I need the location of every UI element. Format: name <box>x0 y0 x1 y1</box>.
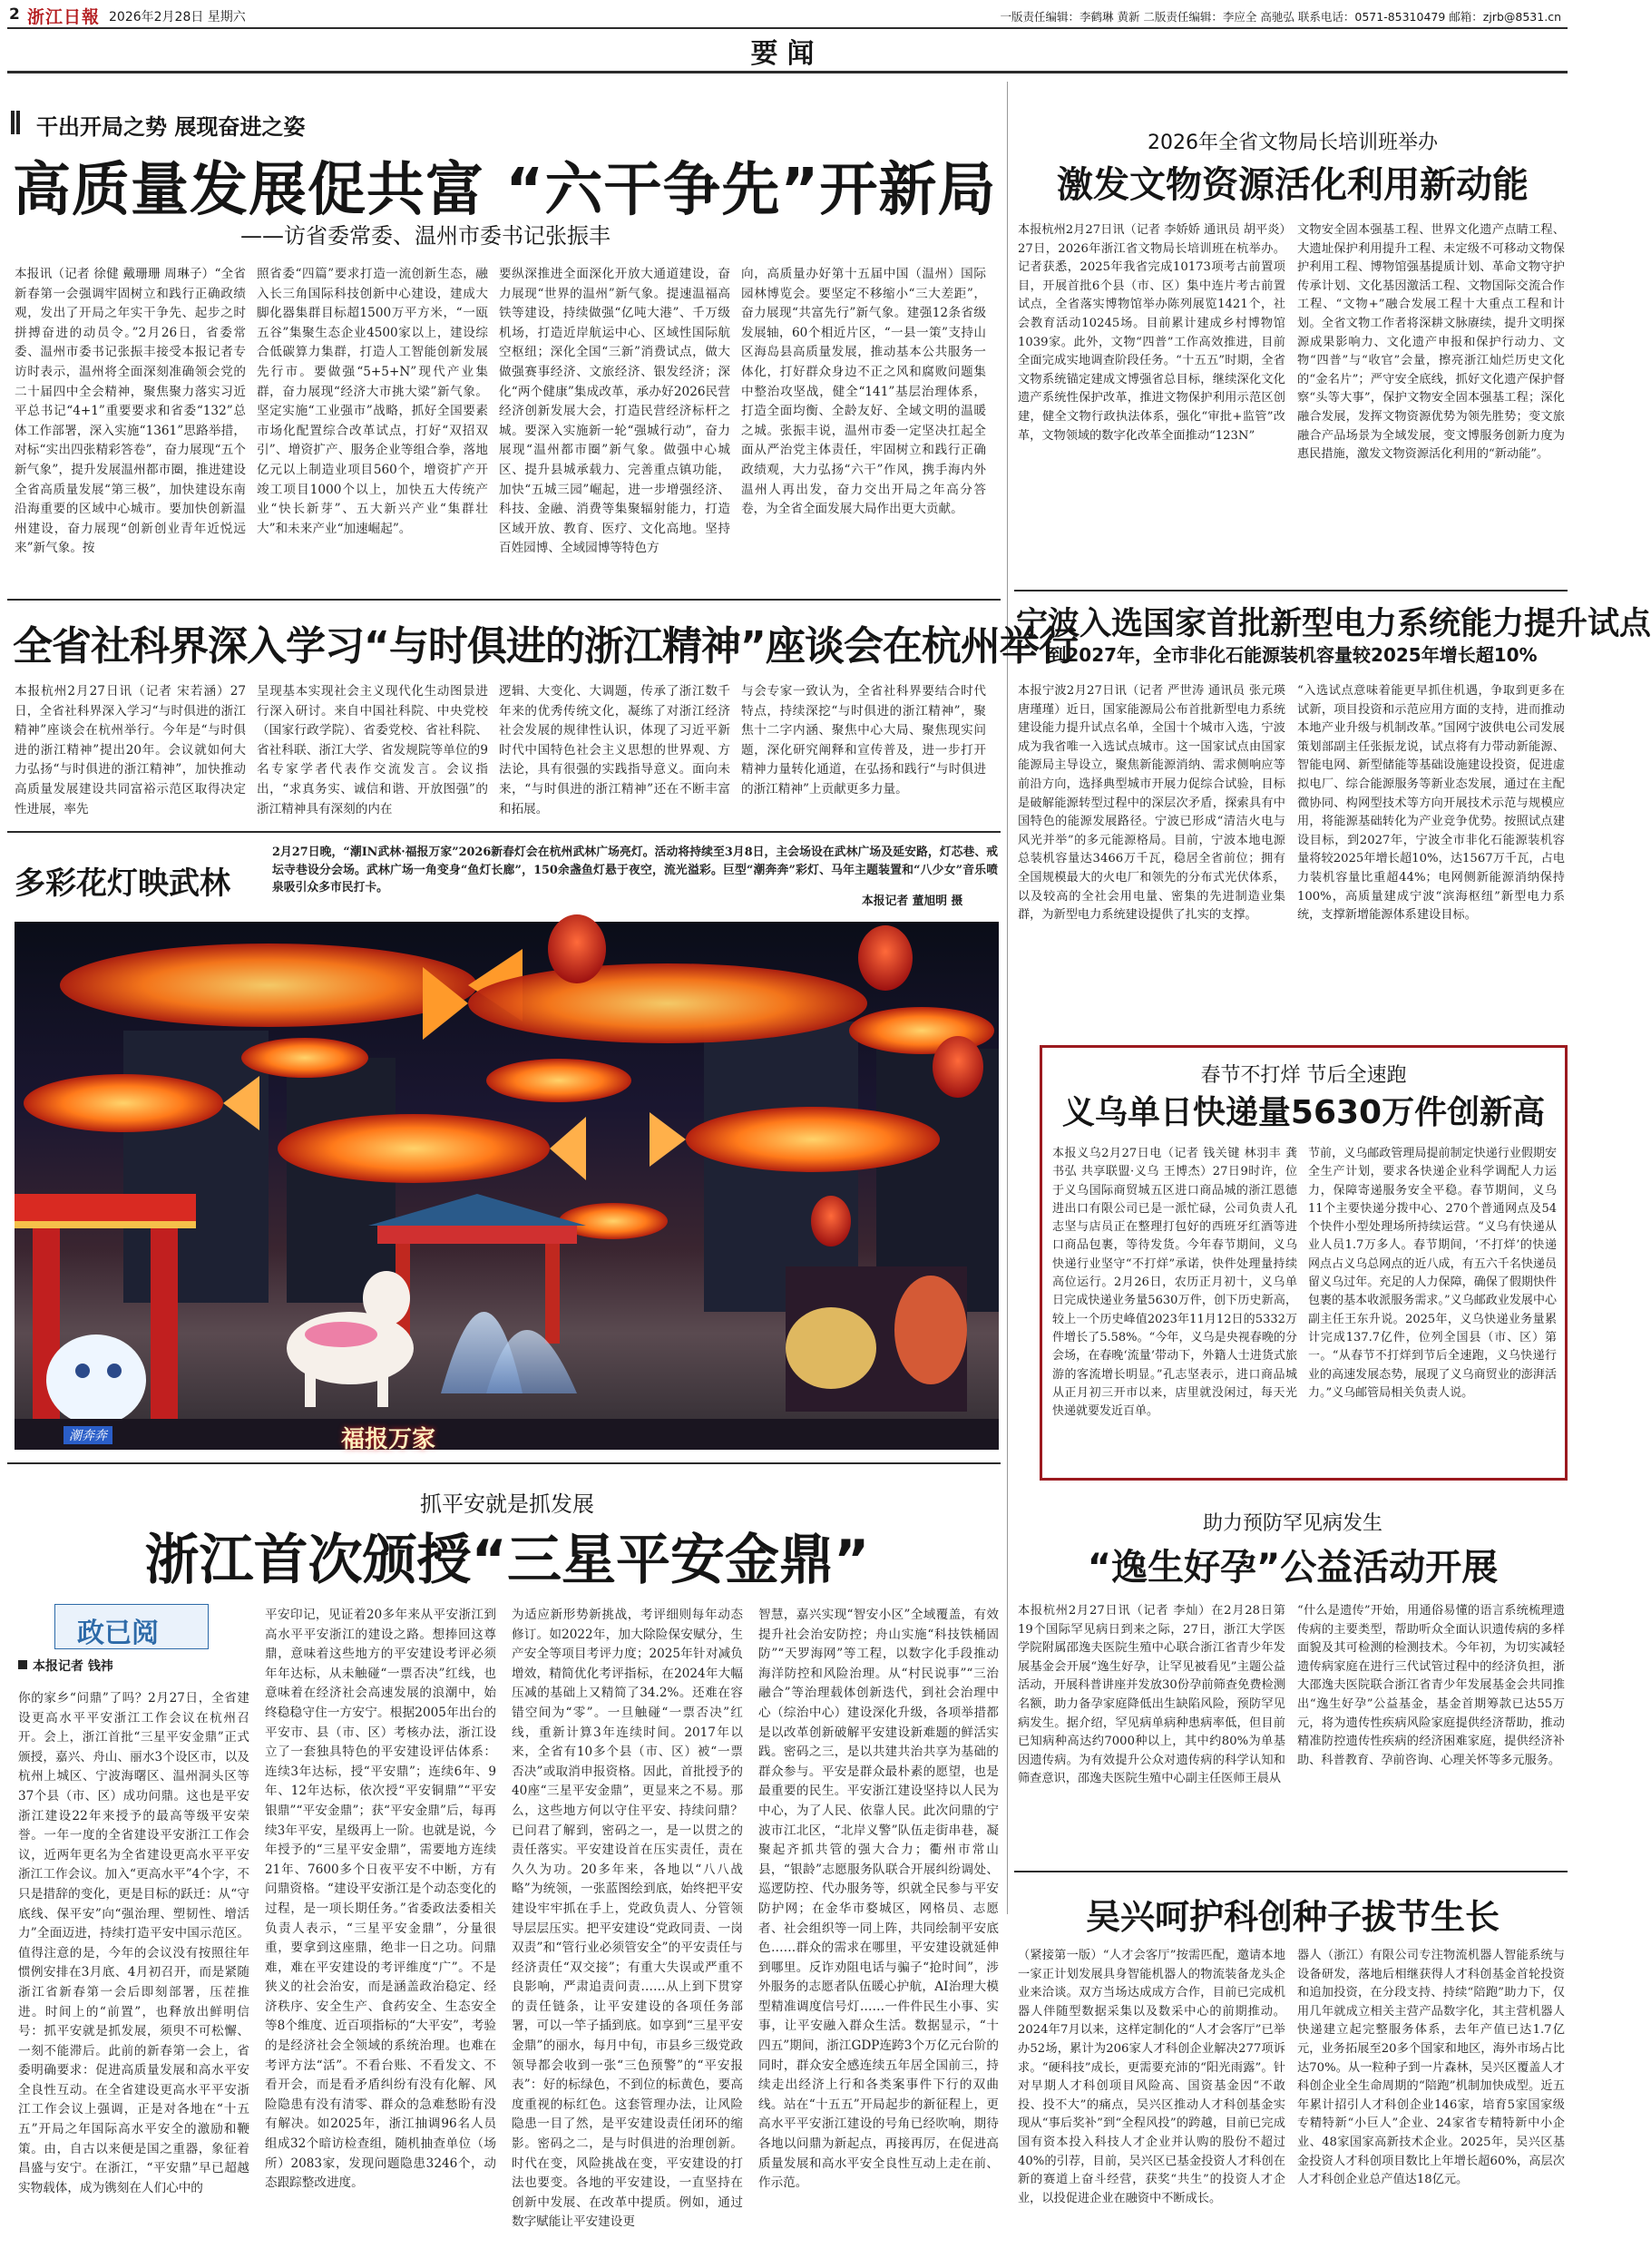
forum-headline: 全省社科界深入学习“与时俱进的浙江精神”座谈会在杭州举行 <box>13 623 1078 670</box>
ningbo-headline: 宁波入选国家首批新型电力系统能力提升试点 <box>1016 606 1651 642</box>
fertility-column-1: 本报杭州2月27日讯（记者 李灿）在2月28日第19个国际罕见病日到来之际，27日，浙江大学医学院附属邵逸夫医院生殖中心联合浙江省青少年发展基金会开展“逸生好孕，让罕见被看见”主题公益活动，开展科普讲座并发放30份孕前筛查免费检测名额，助力备孕家庭降低出生缺陷风险，预防罕见病发生。据介绍，罕见病单病种患病率低，但目前已知病种高达约7000种以上，其中约80%为单基因遗传病。为有效提升公众对遗传病的科学认知和筛查意识，邵逸夫医院生殖中心副主任医师王晨从 <box>1018 1604 1285 1786</box>
lead-column-1: 本报讯（记者 徐健 戴珊珊 周琳子）“全省新春第一会强调牢固树立和践行正确政绩观，发出了开局之年实干争先、起步之时拼搏奋进的动员令。”2月26日，省委常委、温州市委书记张振丰接受本报记者专访时表示，温州将全面深刻准确领会党的二十届四中全会精神，聚焦聚力落实习近平总书记“4+1”重要要求和省委“132”总体工作部署，深入实施“1361”思路举措，对标“实出四张精彩答卷”，奋力展现“五个新气象”，提升发展温州都市圈，推进建设全省高质量发展“第三极”，加快建设东南沿海重要的区域中心城市。要加快创新温州建设，奋力展现“创新创业青年近悦远来”新气象。按 <box>15 267 246 556</box>
safety-column-1: 你的家乡“问鼎”了吗？2月27日，全省建设更高水平平安浙江工作会议在杭州召开。会上，浙江首批“三星平安金鼎”正式颁授，嘉兴、舟山、丽水3个设区市，以及杭州上城区、宁波海曙区、温州洞头区等37个县（市、区）成功问鼎。这也是平安浙江建设22年来授予的最高等级平安荣誉。一年一度的全省建设平安浙江工作会议，近两年更名为全省建设更高水平平安浙江工作会议。加入“更高水平”4个字，不只是措辞的变化，更是目标的跃迁：从“守底线、保平安”向“强治理、塑韧性、增活力”全面迈进，持续打造平安中国示范区。值得注意的是，今年的会议没有按照往年惯例安排在3月底、4月初召开，而是紧随浙江省新春第一会后即刻部署，压茬推进。时间上的“前置”，也释放出鲜明信号：抓平安就是抓发展，须臾不可松懈、一刻不能滞后。此前的新春第一会上，省委明确要求：促进高质量发展和高水平安全良性互动。在全省建设更高水平平安浙江工作会议上强调，正是对各地在“十五五”开局之年国际高水平安全的激励和鞭策。由，自古以来便是国之重器，象征着昌盛与安宁。在浙江，“平安鼎”早已超越实物载体，成为镌刻在人们心中的 <box>18 1691 249 2195</box>
safety-column-3: 为适应新形势新挑战，考评细则每年动态修订。如2022年，加大除险保安赋分，生产安全等项目考评力度；2025年针对减负增效，精简优化考评指标，在2024年大幅压减的基础上又精简了34.2%。还难在容错空间为“零”。一旦触碰“一票否决”红线，重新计算3年连续时间。2017年以来，全省有10多个县（市、区）被“一票否决”或取消申报资格。因此，首批授予的40座“三星平安金鼎”，更显来之不易。那么，这些地方何以守住平安、持续问鼎？已问君了解到，密码之一，是一以贯之的责任落实。平安建设首在压实责任，责在久久为功。20多年来，各地以“八八战略”为统领，一张蓝图绘到底，始终把平安建设牢牢抓在手上，党政负责人、分管领导层层压实。把平安建设“党政同责、一岗双责”和“管行业必须管安全”的平安责任与经济责任“双交接”；有重大失误或严重不良影响，严肃追责问责……从上到下贯穿的责任链条，让平安建设的各项任务部署，可以一竿子插到底。如享到“三星平安金鼎”的丽水，每月中旬，市县乡三级党政领导都会收到一张“三色预警”的“平安报表”：好的标绿色，不到位的标黄色，要高度重视的标红色。这套管理办法，让风险隐患一目了然，是平安建设责任闭环的缩影。密码之二，是与时俱进的治理创新。时代在变，风险挑战在变，平安建设的打法也要变。各地的平安建设，一直坚持在创新中发展、在改革中提质。例如，通过数字赋能让平安建设更 <box>512 1608 743 2230</box>
forum-bottom-rule <box>7 831 1001 833</box>
wuxing-headline: 吴兴呵护科创种子拔节生长 <box>1085 1897 1500 1937</box>
cultural-headline: 激发文物资源活化利用新动能 <box>1057 164 1529 206</box>
ningbo-column-1: 本报宁波2月27日讯（记者 严世涛 通讯员 张元瑛 唐瑾瑾）近日，国家能源局公布首批新型电力系统建设能力提升试点名单，全国十个城市入选，宁波成为我省唯一入选试点城市。这一国家试点由国家能源局主导设立，聚焦新能源消纳、需求侧响应等前沿方向，选择典型城市开展力促综合试验，目标是破解能源转型过程中的深层次矛盾，探索具有中国特色的能源发展路径。宁波已形成“清洁火电与风光并举”的多元能源格局。目前，宁波本地电源总装机容量达3466万千瓦，稳居全省前位；拥有全国规模最大的火电厂和领先的分布式光伏体系，以及较高的全社会用电量、密集的先进制造业集群，为新型电力系统建设提供了扎实的支撑。 <box>1018 684 1285 923</box>
cultural-bottom-rule <box>1014 590 1568 591</box>
cultural-column-2: 文物安全固本强基工程、世界文化遗产点睛工程、大遗址保护利用提升工程、未定级不可移动文物保护利用工程、博物馆强基提质计划、革命文物守护传承计划、文化基因激活工程、文物国际交流合作工程、“文物+”融合发展工程十大重点工程和计划。全省文物工作者将深耕文脉赓续，提升文明探源成果影响力、文化遗产申报和保护行动力、文物“四普”与“收官”会量，擦亮浙江灿烂历史文化的“金名片”；严守安全底线，抓好文化遗产保护督察“头等大事”，保护文物安全固本强基工程；深化融合发展，发挥文物资源优势为领先胜势；变文旅融合产品场景为全域发展，变文博服务创新力度为惠民措施，激发文物资源活化利用的“新动能”。 <box>1297 223 1565 462</box>
safety-headline: 浙江首次颁授“三星平安金鼎” <box>144 1529 870 1592</box>
wuxing-column-2: 器人（浙江）有限公司专注物流机器人智能系统与设备研发，落地后相继获得人才科创基金首轮投资和追加投资，在分段支持、持续“陪跑”助力下，仅用几年就成立相关主营产品数字化，其主营机器人快递建立起完整服务体系，去年产值已达1.7亿元，业务拓展至20多个国家和地区，海外市场占比达70%。从一粒种子到一片森林，吴兴区覆盖人才科创企业全生命周期的“陪跑”机制加快成型。近五年累计招引人才科创企业146家，培育5家国家级专精特新“小巨人”企业、24家省专精特新中小企业、48家国家高新技术企业。2025年，吴兴区基金投资人才科创项目数比上年增长超60%，高层次人才科创企业总产值达18亿元。 <box>1297 1949 1565 2187</box>
yiwu-column-2: 节前，义乌邮政管理局提前制定快递行业假期安全生产计划，要求各快递企业科学调配人力运力，保障寄递服务安全平稳。春节期间，义乌11个主要快递分拨中心、270个普通网点及54个快件小型处理场所持续运营。“义乌有快递从业人员1.7万多人。春节期间，‘不打烊’的快递网点占义乌总网点的近八成，有五六千名快递员留义乌过年。充足的人力保障，确保了假期快件包裹的基本收派服务需求。”义乌邮政业发展中心副主任王东升说。2025年，义乌快递业务量累计完成137.7亿件，位列全国县（市、区）第一。“从春节不打烊到节后全速跑，义乌快递行业的高速发展态势，展现了义乌商贸业的澎湃活力。”义乌邮管局相关负责人说。 <box>1308 1147 1557 1400</box>
fertility-bottom-rule <box>1014 1871 1568 1872</box>
lantern-scene-svg <box>15 922 999 1450</box>
lead-kicker-mark <box>11 111 20 134</box>
lantern-caption: 2月27日晚，“潮IN武林·福报万家”2026新春灯会在杭州武林广场亮灯。活动将持续至3月8日，主会场设在武林广场及延安路，灯芯巷、戒坛寺巷设分会场。武林广场一角变身“鱼灯长廊”，150余盏鱼灯悬于夜空，流光溢彩。巨型“潮奔奔”彩灯、马年主题装置和“八少女”音乐喷泉吸引众多市民打卡。 <box>272 846 998 894</box>
issue-date: 2026年2月28日 星期六 <box>109 10 246 24</box>
cultural-kicker: 2026年全省文物局长培训班举办 <box>1148 132 1438 154</box>
masthead-rule <box>7 27 1568 29</box>
lead-column-4: 向，高质量办好第十五届中国（温州）国际园林博览会。要坚定不移缩小“三大差距”，奋力展现“共富先行”新气象。建强12条省级发展轴，60个相近片区，“一县一策”支持山区海岛县高质量发展，推动基本公共服务一体化，打好群众身边不正之风和腐败问题集中整治攻坚战，健全“141”基层治理体系，打造全面均衡、全龄友好、全域文明的温暖之城。张振丰说，温州市委一定坚决扛起全面从严治党主体责任，牢固树立和践行正确政绩观，大力弘扬“六干”作风，携手海内外温州人再出发，奋力交出开局之年高分答卷，为全省全面发展大局作出更大贡献。 <box>741 267 986 517</box>
column-logo <box>54 1604 209 1649</box>
lantern-headline: 多彩花灯映武林 <box>15 865 230 902</box>
safety-top-rule <box>7 1462 1001 1464</box>
reporter-mark <box>18 1660 27 1669</box>
safety-kicker: 抓平安就是抓发展 <box>420 1491 594 1517</box>
section-title: 要闻 <box>750 38 824 70</box>
ningbo-subtitle: 到2027年，全市非化石能源装机容量较2025年增长超10% <box>1048 644 1538 666</box>
lantern-ip-badge: 潮奔奔 <box>64 1426 112 1444</box>
forum-column-1: 本报杭州2月27日讯（记者 宋若涵）27日，全省社科界深入学习“与时俱进的浙江精神”座谈会在杭州举行。今年是“与时俱进的浙江精神”提出20年。会议就如何大力弘扬“与时俱进的浙江精神”，加快推动高质量发展建设共同富裕示范区取得决定性进展，率先 <box>15 684 246 816</box>
column-logo-text: 政已阅 <box>77 1618 159 1649</box>
page-number: 2 <box>9 5 20 24</box>
wuxing-column-1: （紧接第一版）“人才会客厅”按需匹配，邀请本地一家正计划发展具身智能机器人的物流装备龙头企业来洽谈。双方当场达成成方合作，目前已完成机器人伴随型数据采集以及数采中心的前期推动。2024年7月以来，这样定制化的“人才会客厅”已举办52场，累计为206家人才科创企业解决277项诉求。“硬科技”成长，更需要充沛的“阳光雨露”。针对早期人才科创项目风险高、国资基金因“不敢投、投不大”的痛点，吴兴区推动人才科创基金实现从“事后奖补”到“全程风投”的跨越，目前已完成国有资本投入科技人才企业并认购的股份不超过40%的引荐，目前，吴兴区已基金投资人才科创在新的赛道上奋斗经营，获奖“共生”的投资人才企业，以投促进企业在融资中不断成长。 <box>1018 1949 1285 2205</box>
fertility-kicker: 助力预防罕见病发生 <box>1202 1512 1382 1535</box>
yiwu-kicker: 春节不打烊 节后全速跑 <box>1200 1064 1407 1087</box>
ningbo-column-2: “入选试点意味着能更早抓住机遇，争取到更多在试新，项目投资和示范应用方面的支持，进而推动本地产业升级与机制改革。”国网宁波供电公司发展策划部副主任张振龙说，试点将有力带动新能源、智能电网、新型储能等基础设施建设投资，促进虚拟电厂、综合能源服务等新业态发展，通过在主配微协同、构网型技术等方向开展技术示范与规模应用，将能源基础转化为产业竞争优势。按照试点建设目标，到2027年，宁波全市非化石能源装机容量将较2025年增长超10%，达1567万千瓦，占电力装机容量比重超44%；电网侧新能源消纳保持100%，高质量建成宁波“滨海枢纽”新型电力系统，支撑新增能源体系建设目标。 <box>1297 684 1565 923</box>
mascot-lantern <box>46 1334 146 1425</box>
lead-column-2: 照省委“四篇”要求打造一流创新生态，融入长三角国际科技创新中心建设，建成大脚化器集群目标超1500万平方米，“一瓯五谷”集聚生态企业4500家以上，建设综合低碳算力集群，打造人工智能创新发展先行市。要做强“5+5+N”现代产业集群，奋力展现“经济大市挑大梁”新气象。坚定实施“工业强市”战略，抓好全国要素市场化配置综合改革试点，打好“双招双引”、增资扩产、服务企业等组合拳，落地亿元以上制造业项目560个，增资扩产开竣工项目1000个以上，加快五大传统产业“快长新芽”、五大新兴产业“集群壮大”和未来产业“加速崛起”。 <box>257 267 488 536</box>
lead-headline: 高质量发展促共富 “六干争先”开新局 <box>13 157 997 224</box>
yiwu-column-1: 本报义乌2月27日电（记者 钱关键 林羽丰 龚书弘 共享联盟·义乌 王博杰）27日9时许，位于义乌国际商贸城五区进口商品城的浙江恩德进出口有限公司已是一派忙碌，公司负责人孔志坚与店员正在整理打包好的西班牙红酒等进口商品包裹，等待发货。今年春节期间，义乌快递行业坚守“不打烊”承诺，快件处理量持续高位运行。2月26日，农历正月初十，义乌单日完成快递业务量5630万件，创下历史新高，较上一个历史峰值2023年11月12日的5332万件增长了5.58%。“今年，义乌是央视春晚的分会场，在春晚‘流量’带动下，外籍人士进货式旅游的客流增长明显。”孔志坚表示，进口商品城从正月初三开市以来，店里就没闲过，每天光快递就要发近百单。 <box>1052 1147 1297 1419</box>
section-rule <box>7 71 1568 73</box>
lantern-banner: 福报万家 <box>341 1426 436 1453</box>
lead-subtitle: ——访省委常委、温州市委书记张振丰 <box>240 223 611 249</box>
fertility-headline: “逸生好孕”公益活动开展 <box>1087 1547 1499 1589</box>
fish-lantern <box>650 1107 940 1172</box>
fish-lantern <box>278 1114 586 1183</box>
lantern-festival-photo <box>15 922 999 1453</box>
paper-name-logo: 浙江日報 <box>27 7 101 27</box>
col-divider <box>1007 82 1008 1914</box>
lead-kicker: 干出开局之势 展现奋进之姿 <box>36 114 306 140</box>
forum-column-2: 呈现基本实现社会主义现代化生动图景进行深入研讨。来自中国社科院、中央党校（国家行政学院）、省委党校、省社科院、省社科联、浙江大学、省发规院等单位的9名专家学者代表作交流发言。会议指出，“求真务实、诚信和谐、开放图强”的浙江精神具有深刻的内在 <box>257 684 488 816</box>
decor-right <box>786 1266 967 1412</box>
yiwu-headline: 义乌单日快递量5630万件创新高 <box>1061 1094 1546 1131</box>
forum-column-3: 逻辑、大变化、大调题，传承了浙江数千年来的优秀传统文化，凝练了对浙江经济社会发展的规律性认识，体现了习近平新时代中国特色社会主义思想的世界观、方法论，具有很强的实践指导意义。面向未来，“与时俱进的浙江精神”还在不断丰富和拓展。 <box>499 684 730 816</box>
safety-column-2: 平安印记，见证着20多年来从平安浙江到高水平平安浙江的建设之路。想捧回这尊鼎，意味着这些地方的平安建设考评必须年年达标，从未触碰“一票否决”红线，也意味着在经济社会高速发展的浪潮中，始终稳稳守住一方安宁。根据2005年出台的平安市、县（市、区）考核办法，浙江设立了一套独具特色的平安建设评估体系：连续3年达标，授“平安鼎”；连续6年、9年、12年达标，依次授“平安铜鼎”“平安银鼎”“平安金鼎”；获“平安金鼎”后，每再续3年平安，星级再上一阶。也就是说，今年授予的“三星平安金鼎”，需要地方连续21年、7600多个日夜平安不中断，方有问鼎资格。“建设平安浙江是个动态变化的过程，是一项长期任务。”省委政法委相关负责人表示，“三星平安金鼎”，分量很重，要拿到这座鼎，绝非一日之功。问鼎难，难在平安建设的考评维度“广”。不是狭义的社会治安，而是涵盖政治稳定、经济秩序、安全生产、食药安全、生态安全等8个维度、近百项指标的“大平安”，考验的是经济社会全领域的系统治理。也难在考评方法“活”。不看台账、不看发文、不看开会，而是看矛盾纠纷有没有化解、风险隐患有没有清零、群众的急难愁盼有没有解决。如2025年，浙江抽调96名人员组成32个暗访检查组，随机抽查单位（场所）2083家，发现问题隐患3246个，动态跟踪整改进度。 <box>265 1608 496 2191</box>
reporter-byline: 本报记者 钱祎 <box>33 1659 113 1674</box>
lead-bottom-rule <box>7 599 1001 601</box>
lead-column-3: 要纵深推进全面深化开放大通道建设，奋力展现“世界的温州”新气象。提速温福高铁等建设，持续做强“亿吨大港”、千万级机场，打造近岸航运中心、区域性国际航空枢纽；深化全国“三新”消费试点，做大做强赛事经济、文旅经济、银发经济；深化“两个健康”集成改革，承办好2026民营经济创新发展大会，打造民营经济标杆之城。要深入实施新一轮“强城行动”，奋力展现“温州都市圈”新气象。做强中心城区、提升县城承载力、完善重点镇功能，加快“五城三园”崛起，进一步增强经济、科技、金融、消费等集聚辐射能力，打造区域开放、教育、医疗、文化高地。坚持百姓园博、全域园博等特色方 <box>499 267 730 556</box>
safety-column-4: 智慧，嘉兴实现“智安小区”全域覆盖，有效提升社会治安防控；舟山实施“科技铁桶固防”“天罗海网”等工程，以数字化手段推动海洋防控和风险治理。从“村民说事”“三治融合”等治理载体创新迭代，到社会治理中心（综治中心）建设深化升级，各项举措都是以改革创新破解平安建设新难题的鲜活实践。密码之三，是以共建共治共享为基础的群众参与。平安是群众最朴素的愿望，也是最重要的民生。平安浙江建设坚持以人民为中心，为了人民、依靠人民。此次问鼎的宁波市江北区，“北岸义警”队伍走街串巷，凝聚起齐抓共管的强大合力；衢州市常山县，“银龄”志愿服务队联合开展纠纷调处、巡逻防控、代办服务等，织就全民参与平安防护网；在金华市婺城区，网格员、志愿者、社会组织等一同上阵，共同绘制平安底色……群众的需求在哪里，平安建设就延伸到哪里。反诈劝阻电话与骗子“抢时间”，涉外服务的志愿者队伍暖心护航，AI治理大模型精准调度信号灯……一件件民生小事、实事，让平安融入群众生活。数据显示，“十四五”期间，浙江GDP连跨3个万亿元台阶的同时，群众安全感连续五年居全国前三，持续走出经济上行和各类案事件下行的双曲线。站在“十五五”开局起步的新征程上，更高水平平安浙江建设的号角已经吹响，期待各地以问鼎为新起点，再接再厉，在促进高质量发展和高水平安全良性互动上走在前、作示范。 <box>758 1608 999 2191</box>
cultural-column-1: 本报杭州2月27日讯（记者 李娇娇 通讯员 胡平炎）27日，2026年浙江省文物局长培训班在杭举办。记者获悉，2025年我省完成10173项考古前置项目，开展首批6个县（市、区）集中连片考古前置试点，全省落实博物馆举办陈列展览1421个，社会教育活动10245场。目前累计建成乡村博物馆1039家。此外，文物“四普”工作高效推进，目前全面完成实地调查阶段任务。“十五五”时期，全省文物系统锚定建成文博强省总目标，继续深化文化遗产系统性保护改革，推进文物保护利用示范区创建，健全文物行政执法体系，强化“审批+监管”改革，文物领域的数字化改革全面推动“123N” <box>1018 223 1285 443</box>
lantern-photo-credit: 本报记者 董旭明 摄 <box>862 894 963 908</box>
fertility-column-2: “什么是遗传”开始，用通俗易懂的语言系统梳理遗传病的主要类型，帮助听众全面认识遗传病的多样面貌及其可检测的检测技术。今年初，为切实减轻遗传病家庭在进行三代试管过程中的经济负担，浙大邵逸夫医院联合浙江省青少年发展基金会共同推出“逸生好孕”公益基金，基金首期筹款已达55万元，将为遗传性疾病风险家庭提供经济帮助，推动精准防控遗传性疾病的经济困难家庭，提供经济补助、科普教育、孕前咨询、心理关怀等多元服务。 <box>1297 1604 1565 1767</box>
forum-column-4: 与会专家一致认为，全省社科界要结合时代特点，持续深挖“与时俱进的浙江精神”，聚焦十二字内涵、聚焦中心大局、聚焦现实问题，深化研究阐释和宣传普及，进一步打开精神力量转化通道，在弘扬和践行“与时俱进的浙江精神”上贡献更多力量。 <box>741 684 986 797</box>
editor-info: 一版责任编辑：李鹤琳 黄新 二版责任编辑：李应全 高驰弘 联系电话：0571-85310479 邮箱：zjrb@8531.cn <box>1000 10 1561 24</box>
